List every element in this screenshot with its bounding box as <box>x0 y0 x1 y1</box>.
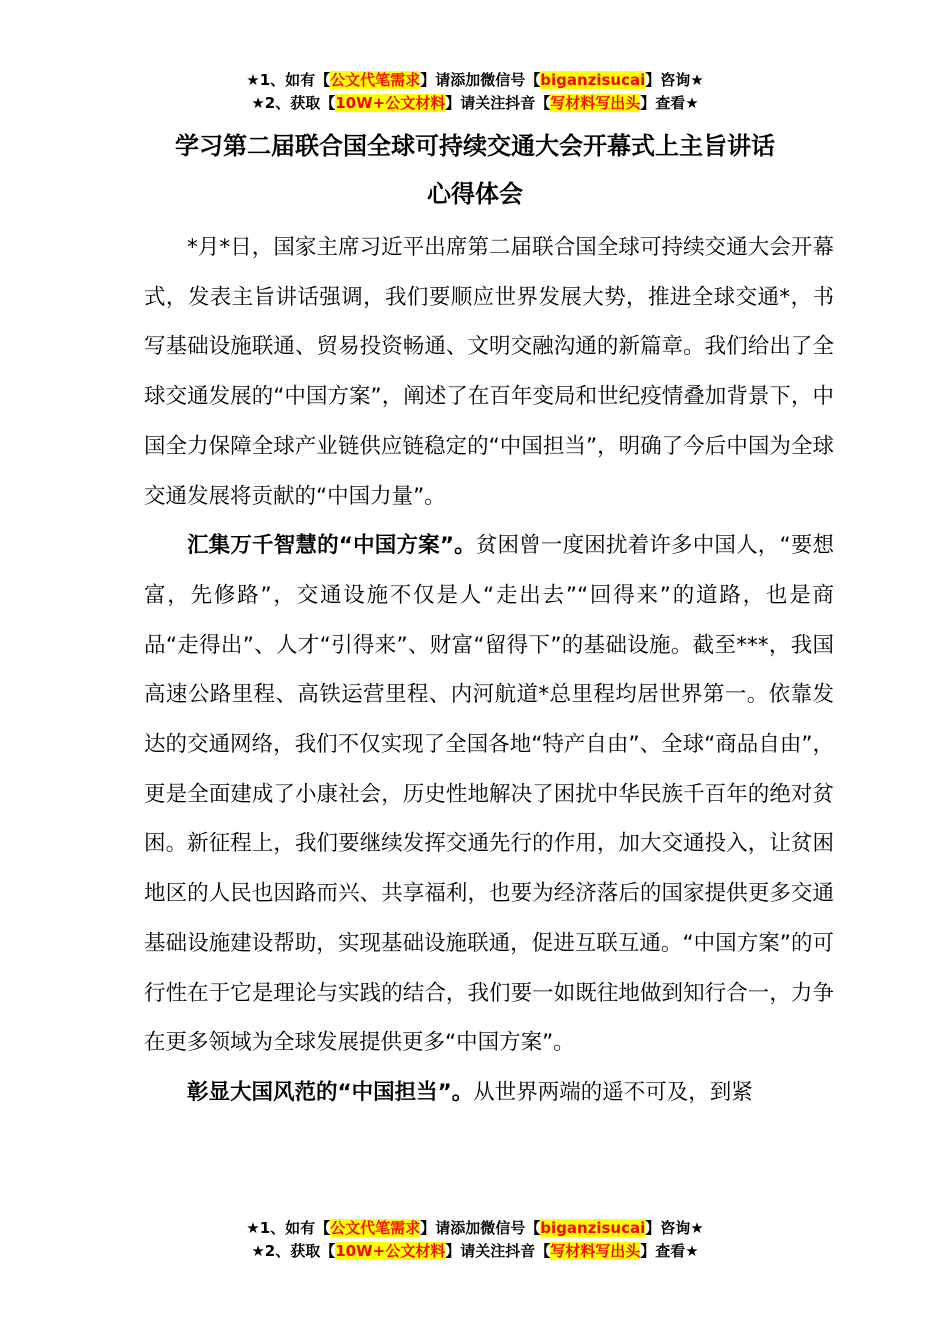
banner-highlight: 写材料写出头 <box>550 1242 641 1260</box>
banner-line-1: ★1、如有【公文代笔需求】请添加微信号【biganzisucai】咨询★ <box>246 1219 704 1237</box>
banner-line-2: ★2、获取【10W+公文材料】请关注抖音【写材料写出头】查看★ <box>251 1242 699 1260</box>
banner-highlight: 10W+公文材料 <box>335 1242 446 1260</box>
document-title-line-2: 心得体会 <box>427 180 523 208</box>
banner-highlight: biganzisucai <box>540 71 646 89</box>
footer-banner <box>0 1217 950 1263</box>
banner-line-1: ★1、如有【公文代笔需求】请添加微信号【biganzisucai】咨询★ <box>246 71 704 89</box>
banner-highlight: 写材料写出头 <box>550 94 641 112</box>
header-banner <box>0 69 950 115</box>
document-body <box>144 223 834 1118</box>
banner-line-2: ★2、获取【10W+公文材料】请关注抖音【写材料写出头】查看★ <box>251 94 699 112</box>
paragraph <box>144 1068 834 1118</box>
paragraph-lead: 汇集万千智慧的“中国方案”。 <box>187 533 476 559</box>
banner-highlight: 公文代笔需求 <box>330 71 421 89</box>
paragraph-text: *月*日，国家主席习近平出席第二届联合国全球可持续交通大会开幕式，发表主旨讲话强调，我们要顺应世界发展大势，推进全球交通*，书写基础设施联通、贸易投资畅通、文明交融沟通的新篇章。我们给出了全球交通发展的“中国方案”，阐述了在百年变局和世纪疫情叠加背景下，中国全力保障全球产业链供应链稳定的“中国担当”，明确了今后中国为全球交通发展将贡献的“中国力量”。 <box>144 235 834 509</box>
banner-highlight: 10W+公文材料 <box>335 94 446 112</box>
paragraph <box>144 521 834 1068</box>
banner-highlight: biganzisucai <box>540 1219 646 1237</box>
banner-highlight: 公文代笔需求 <box>330 1219 421 1237</box>
paragraph-text: 贫困曾一度困扰着许多中国人，“要想富，先修路”，交通设施不仅是人“走出去”“回得来”的道路，也是商品“走得出”、人才“引得来”、财富“留得下”的基础设施。截至***，我国高速公路里程、高铁运营里程、内河航道*总里程均居世界第一。依靠发达的交通网络，我们不仅实现了全国各地“特产自由”、全球“商品自由”，更是全面建成了小康社会，历史性地解决了困扰中华民族千百年的绝对贫困。新征程上，我们要继续发挥交通先行的作用，加大交通投入，让贫困地区的人民也因路而兴、共享福利，也要为经济落后的国家提供更多交通基础设施建设帮助，实现基础设施联通，促进互联互通。“中国方案”的可行性在于它是理论与实践的结合，我们要一如既往地做到知行合一，力争在更多领域为全球发展提供更多“中国方案”。 <box>144 533 834 1056</box>
paragraph-lead: 彰显大国风范的“中国担当”。 <box>187 1079 474 1105</box>
paragraph <box>144 223 834 521</box>
paragraph-text: 从世界两端的遥不可及，到紧 <box>473 1079 753 1105</box>
document-title-line-1: 学习第二届联合国全球可持续交通大会开幕式上主旨讲话 <box>175 132 775 160</box>
